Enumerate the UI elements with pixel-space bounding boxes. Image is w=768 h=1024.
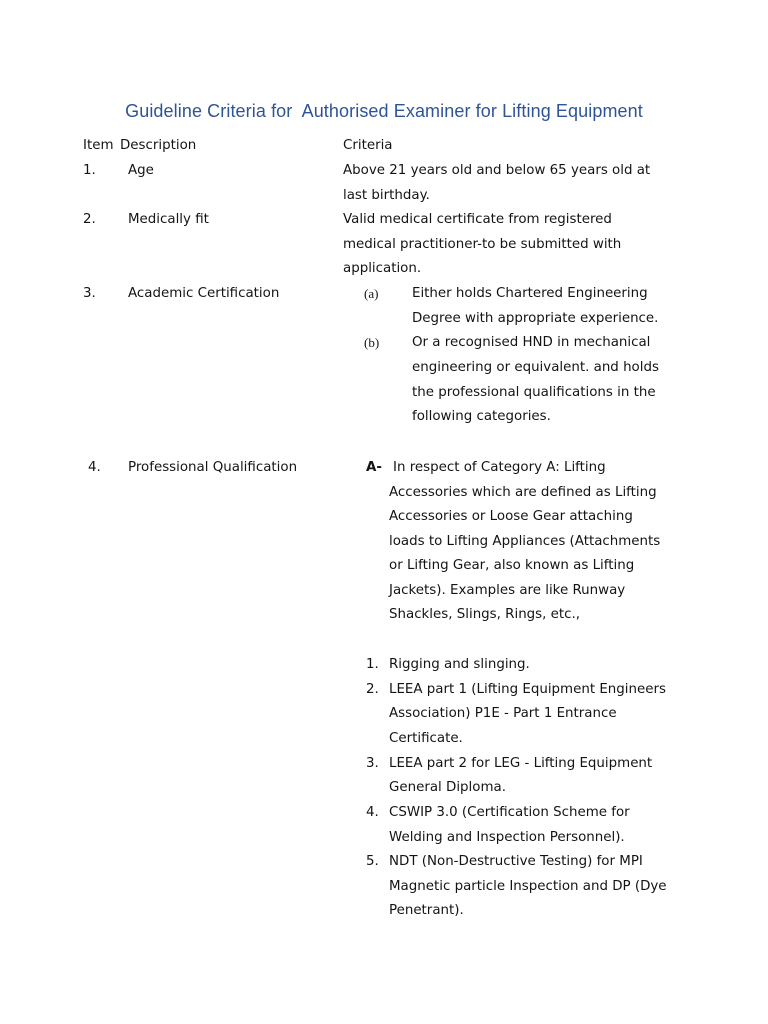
list-item-line: Association) P1E - Part 1 Entrance: [389, 706, 617, 721]
option-a-line: Degree with appropriate experience.: [412, 311, 659, 326]
option-b-marker: (b): [364, 335, 380, 350]
row-3-number: 3.: [83, 286, 96, 301]
category-a-line: In respect of Category A: Lifting: [393, 460, 606, 475]
category-a-line: loads to Lifting Appliances (Attachments: [389, 534, 661, 549]
row-1-number: 1.: [83, 163, 96, 178]
row-4-number: 4.: [88, 460, 101, 475]
row-2-description: Medically fit: [128, 212, 209, 227]
header-description: Description: [120, 138, 197, 153]
category-a-line: Accessories which are defined as Lifting: [389, 485, 657, 500]
list-item-line: Certificate.: [389, 731, 463, 746]
list-item-number: 2.: [366, 682, 379, 697]
list-item-number: 1.: [366, 657, 379, 672]
row-1-criteria-line: Above 21 years old and below 65 years old at: [343, 163, 651, 178]
document-title: Guideline Criteria for Authorised Examiner for Lifting Equipment: [125, 101, 643, 121]
header-criteria: Criteria: [343, 138, 393, 153]
list-item-number: 3.: [366, 756, 379, 771]
list-item-number: 5.: [366, 854, 379, 869]
list-item-line: Welding and Inspection Personnel).: [389, 830, 625, 845]
option-a-line: Either holds Chartered Engineering: [412, 286, 648, 301]
list-item-line: General Diploma.: [389, 780, 506, 795]
row-2-criteria-line: Valid medical certificate from registered: [343, 212, 612, 227]
option-b-line: the professional qualifications in the: [412, 385, 656, 400]
category-a-marker: A-: [366, 460, 382, 475]
option-b-line: Or a recognised HND in mechanical: [412, 335, 651, 350]
category-a-line: Accessories or Loose Gear attaching: [389, 509, 633, 524]
list-item-line: LEEA part 1 (Lifting Equipment Engineers: [389, 682, 666, 697]
list-item-line: Rigging and slinging.: [389, 657, 530, 672]
list-item-line: Magnetic particle Inspection and DP (Dye: [389, 879, 667, 894]
row-2-number: 2.: [83, 212, 96, 227]
row-1-criteria-line: last birthday.: [343, 188, 430, 203]
list-item-line: CSWIP 3.0 (Certification Scheme for: [389, 805, 630, 820]
option-a-marker: (a): [364, 286, 379, 301]
row-1-description: Age: [128, 163, 154, 178]
option-b-line: following categories.: [412, 409, 551, 424]
category-a-line: or Lifting Gear, also known as Lifting: [389, 558, 635, 573]
list-item-line: NDT (Non-Destructive Testing) for MPI: [389, 854, 643, 869]
header-item: Item: [83, 138, 114, 153]
row-2-criteria-line: application.: [343, 261, 422, 276]
option-b-line: engineering or equivalent. and holds: [412, 360, 659, 375]
row-2-criteria-line: medical practitioner-to be submitted with: [343, 237, 622, 252]
category-a-line: Shackles, Slings, Rings, etc.,: [389, 607, 581, 622]
list-item-number: 4.: [366, 805, 379, 820]
row-4-description: Professional Qualification: [128, 460, 298, 475]
list-item-line: LEEA part 2 for LEG - Lifting Equipment: [389, 756, 653, 771]
category-a-line: Jackets). Examples are like Runway: [389, 583, 626, 598]
list-item-line: Penetrant).: [389, 903, 464, 918]
row-3-description: Academic Certification: [128, 286, 280, 301]
